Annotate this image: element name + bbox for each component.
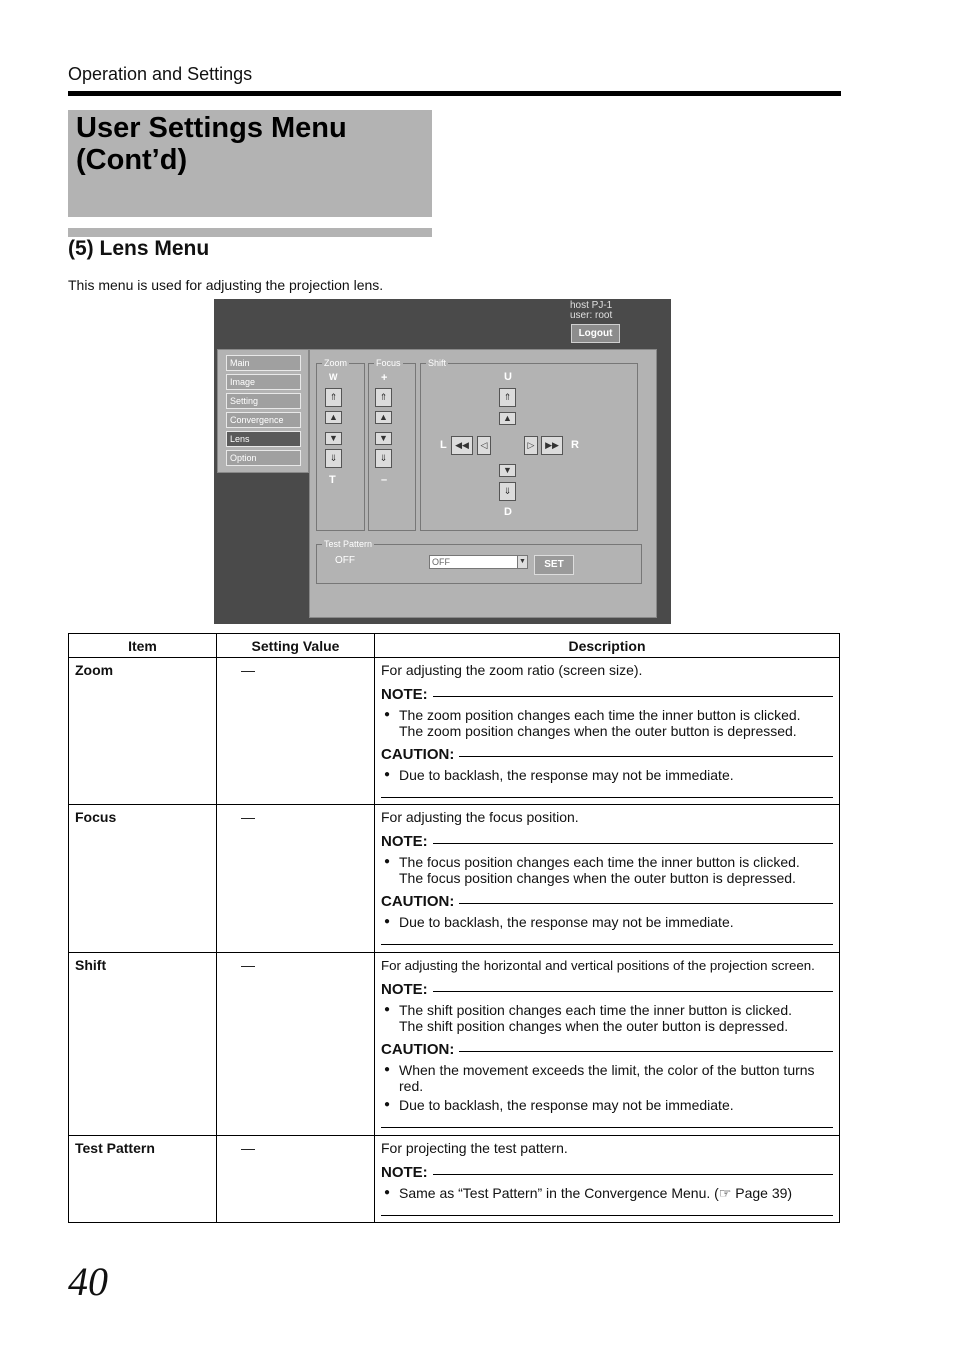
focus-label: Focus bbox=[376, 358, 401, 368]
section-label: Operation and Settings bbox=[68, 64, 253, 84]
caution-item: ● When the movement exceeds the limit, the color of the button turns red. bbox=[381, 1062, 833, 1094]
host-info: host PJ-1 user: root bbox=[570, 300, 613, 321]
row-description bbox=[375, 658, 840, 805]
shift-down-step-button[interactable]: ▼ bbox=[499, 464, 516, 477]
shift-left-fast-button[interactable]: ◀◀ bbox=[451, 436, 473, 455]
caution-heading: CAUTION: bbox=[381, 893, 833, 911]
page-title: User Settings Menu (Cont’d) bbox=[76, 112, 347, 176]
zoom-label: Zoom bbox=[324, 358, 348, 368]
set-button[interactable]: SET bbox=[534, 555, 574, 575]
test-pattern-select[interactable]: OFF ▼ bbox=[429, 555, 528, 569]
zoom-t-label: T bbox=[329, 474, 336, 486]
sidebar-item-setting[interactable]: Setting bbox=[226, 393, 301, 409]
shift-left-step-button[interactable]: ◁ bbox=[477, 436, 491, 455]
chevron-down-icon: ▼ bbox=[517, 556, 527, 568]
row-description bbox=[375, 953, 840, 1136]
shift-up-step-button[interactable]: ▲ bbox=[499, 412, 516, 425]
header-rule bbox=[68, 91, 841, 96]
row-end-rule bbox=[381, 1215, 833, 1216]
zoom-wide-fast-button[interactable]: ⇑ bbox=[325, 388, 342, 407]
row-end-rule bbox=[381, 1127, 833, 1128]
note-item: ● The focus position changes each time the inner button is clicked. The focus position changes when the outer button is depressed. bbox=[381, 854, 833, 886]
table-header-row bbox=[69, 634, 840, 658]
caution-item: ● Due to backlash, the response may not be immediate. bbox=[381, 914, 833, 930]
shift-label: Shift bbox=[428, 358, 447, 368]
table-row bbox=[69, 805, 840, 953]
intro-text: This menu is used for adjusting the projection lens. bbox=[68, 277, 384, 293]
sidebar-item-convergence[interactable]: Convergence bbox=[226, 412, 301, 428]
shift-up-fast-button[interactable]: ⇑ bbox=[499, 388, 516, 407]
description-text: For adjusting the zoom ratio (screen size). bbox=[381, 662, 643, 678]
row-end-rule bbox=[381, 797, 833, 798]
shift-left-label: L bbox=[440, 439, 447, 451]
row-item: Focus bbox=[69, 805, 217, 953]
shift-right-label: R bbox=[571, 439, 579, 451]
col-item: Item bbox=[69, 634, 217, 658]
shift-up-label: U bbox=[504, 371, 512, 383]
focus-plus-fast-button[interactable]: ⇑ bbox=[375, 388, 392, 407]
title-box bbox=[68, 110, 432, 217]
table-row bbox=[69, 658, 840, 805]
focus-minus-step-button[interactable]: ▼ bbox=[375, 432, 392, 445]
shift-right-step-button[interactable]: ▷ bbox=[524, 436, 538, 455]
focus-minus-label: – bbox=[381, 474, 388, 486]
zoom-wide-step-button[interactable]: ▲ bbox=[325, 411, 342, 424]
sidebar-item-main[interactable]: Main bbox=[226, 355, 301, 371]
shift-down-label: D bbox=[504, 506, 512, 518]
col-description: Description bbox=[375, 634, 840, 658]
caution-heading: CAUTION: bbox=[381, 746, 833, 764]
note-heading: NOTE: bbox=[381, 833, 833, 851]
zoom-tele-step-button[interactable]: ▼ bbox=[325, 432, 342, 445]
description-text: For adjusting the focus position. bbox=[381, 809, 579, 825]
note-heading: NOTE: bbox=[381, 1164, 833, 1182]
test-pattern-current: OFF bbox=[335, 555, 355, 566]
lens-menu-screenshot bbox=[214, 299, 671, 624]
row-item: Shift bbox=[69, 953, 217, 1136]
page-number: 40 bbox=[68, 1259, 108, 1304]
col-setting-value: Setting Value bbox=[217, 634, 375, 658]
lens-panel bbox=[309, 349, 657, 618]
focus-minus-fast-button[interactable]: ⇓ bbox=[375, 449, 392, 468]
sidebar-item-option[interactable]: Option bbox=[226, 450, 301, 466]
logout-button[interactable]: Logout bbox=[571, 324, 620, 343]
sidebar-item-image[interactable]: Image bbox=[226, 374, 301, 390]
lens-menu-table bbox=[68, 633, 840, 1223]
sidebar-item-lens[interactable]: Lens bbox=[226, 431, 301, 447]
row-value: — bbox=[217, 1136, 375, 1223]
shift-down-fast-button[interactable]: ⇓ bbox=[499, 482, 516, 501]
focus-group bbox=[368, 358, 416, 531]
shift-right-fast-button[interactable]: ▶▶ bbox=[541, 436, 563, 455]
row-item: Zoom bbox=[69, 658, 217, 805]
caution-item: ● Due to backlash, the response may not be immediate. bbox=[381, 1097, 833, 1113]
note-heading: NOTE: bbox=[381, 686, 833, 704]
caution-heading: CAUTION: bbox=[381, 1041, 833, 1059]
row-value: — bbox=[217, 658, 375, 805]
note-item: ● Same as “Test Pattern” in the Convergence Menu. (☞ Page 39) bbox=[381, 1185, 833, 1201]
zoom-tele-fast-button[interactable]: ⇓ bbox=[325, 449, 342, 468]
row-value: — bbox=[217, 953, 375, 1136]
description-text: For adjusting the horizontal and vertical positions of the projection screen. bbox=[381, 958, 815, 973]
row-description bbox=[375, 805, 840, 953]
row-end-rule bbox=[381, 944, 833, 945]
row-item: Test Pattern bbox=[69, 1136, 217, 1223]
subheading-rule bbox=[68, 228, 432, 237]
note-item: ● The shift position changes each time the inner button is clicked. The shift position changes when the outer button is depressed. bbox=[381, 1002, 833, 1034]
note-heading: NOTE: bbox=[381, 981, 833, 999]
subheading: (5) Lens Menu bbox=[68, 237, 210, 260]
zoom-w-label: W bbox=[329, 372, 338, 382]
sidebar bbox=[217, 349, 309, 473]
focus-plus-step-button[interactable]: ▲ bbox=[375, 411, 392, 424]
row-value: — bbox=[217, 805, 375, 953]
table-row bbox=[69, 1136, 840, 1223]
table-row bbox=[69, 953, 840, 1136]
description-text: For projecting the test pattern. bbox=[381, 1140, 568, 1156]
focus-plus-label: + bbox=[381, 372, 388, 384]
shift-group bbox=[420, 358, 638, 531]
note-item: ● The zoom position changes each time the inner button is clicked. The zoom position changes when the outer button is depressed. bbox=[381, 707, 833, 739]
test-pattern-label: Test Pattern bbox=[324, 539, 373, 549]
zoom-group bbox=[316, 358, 365, 531]
caution-item: ● Due to backlash, the response may not be immediate. bbox=[381, 767, 833, 783]
row-description bbox=[375, 1136, 840, 1223]
